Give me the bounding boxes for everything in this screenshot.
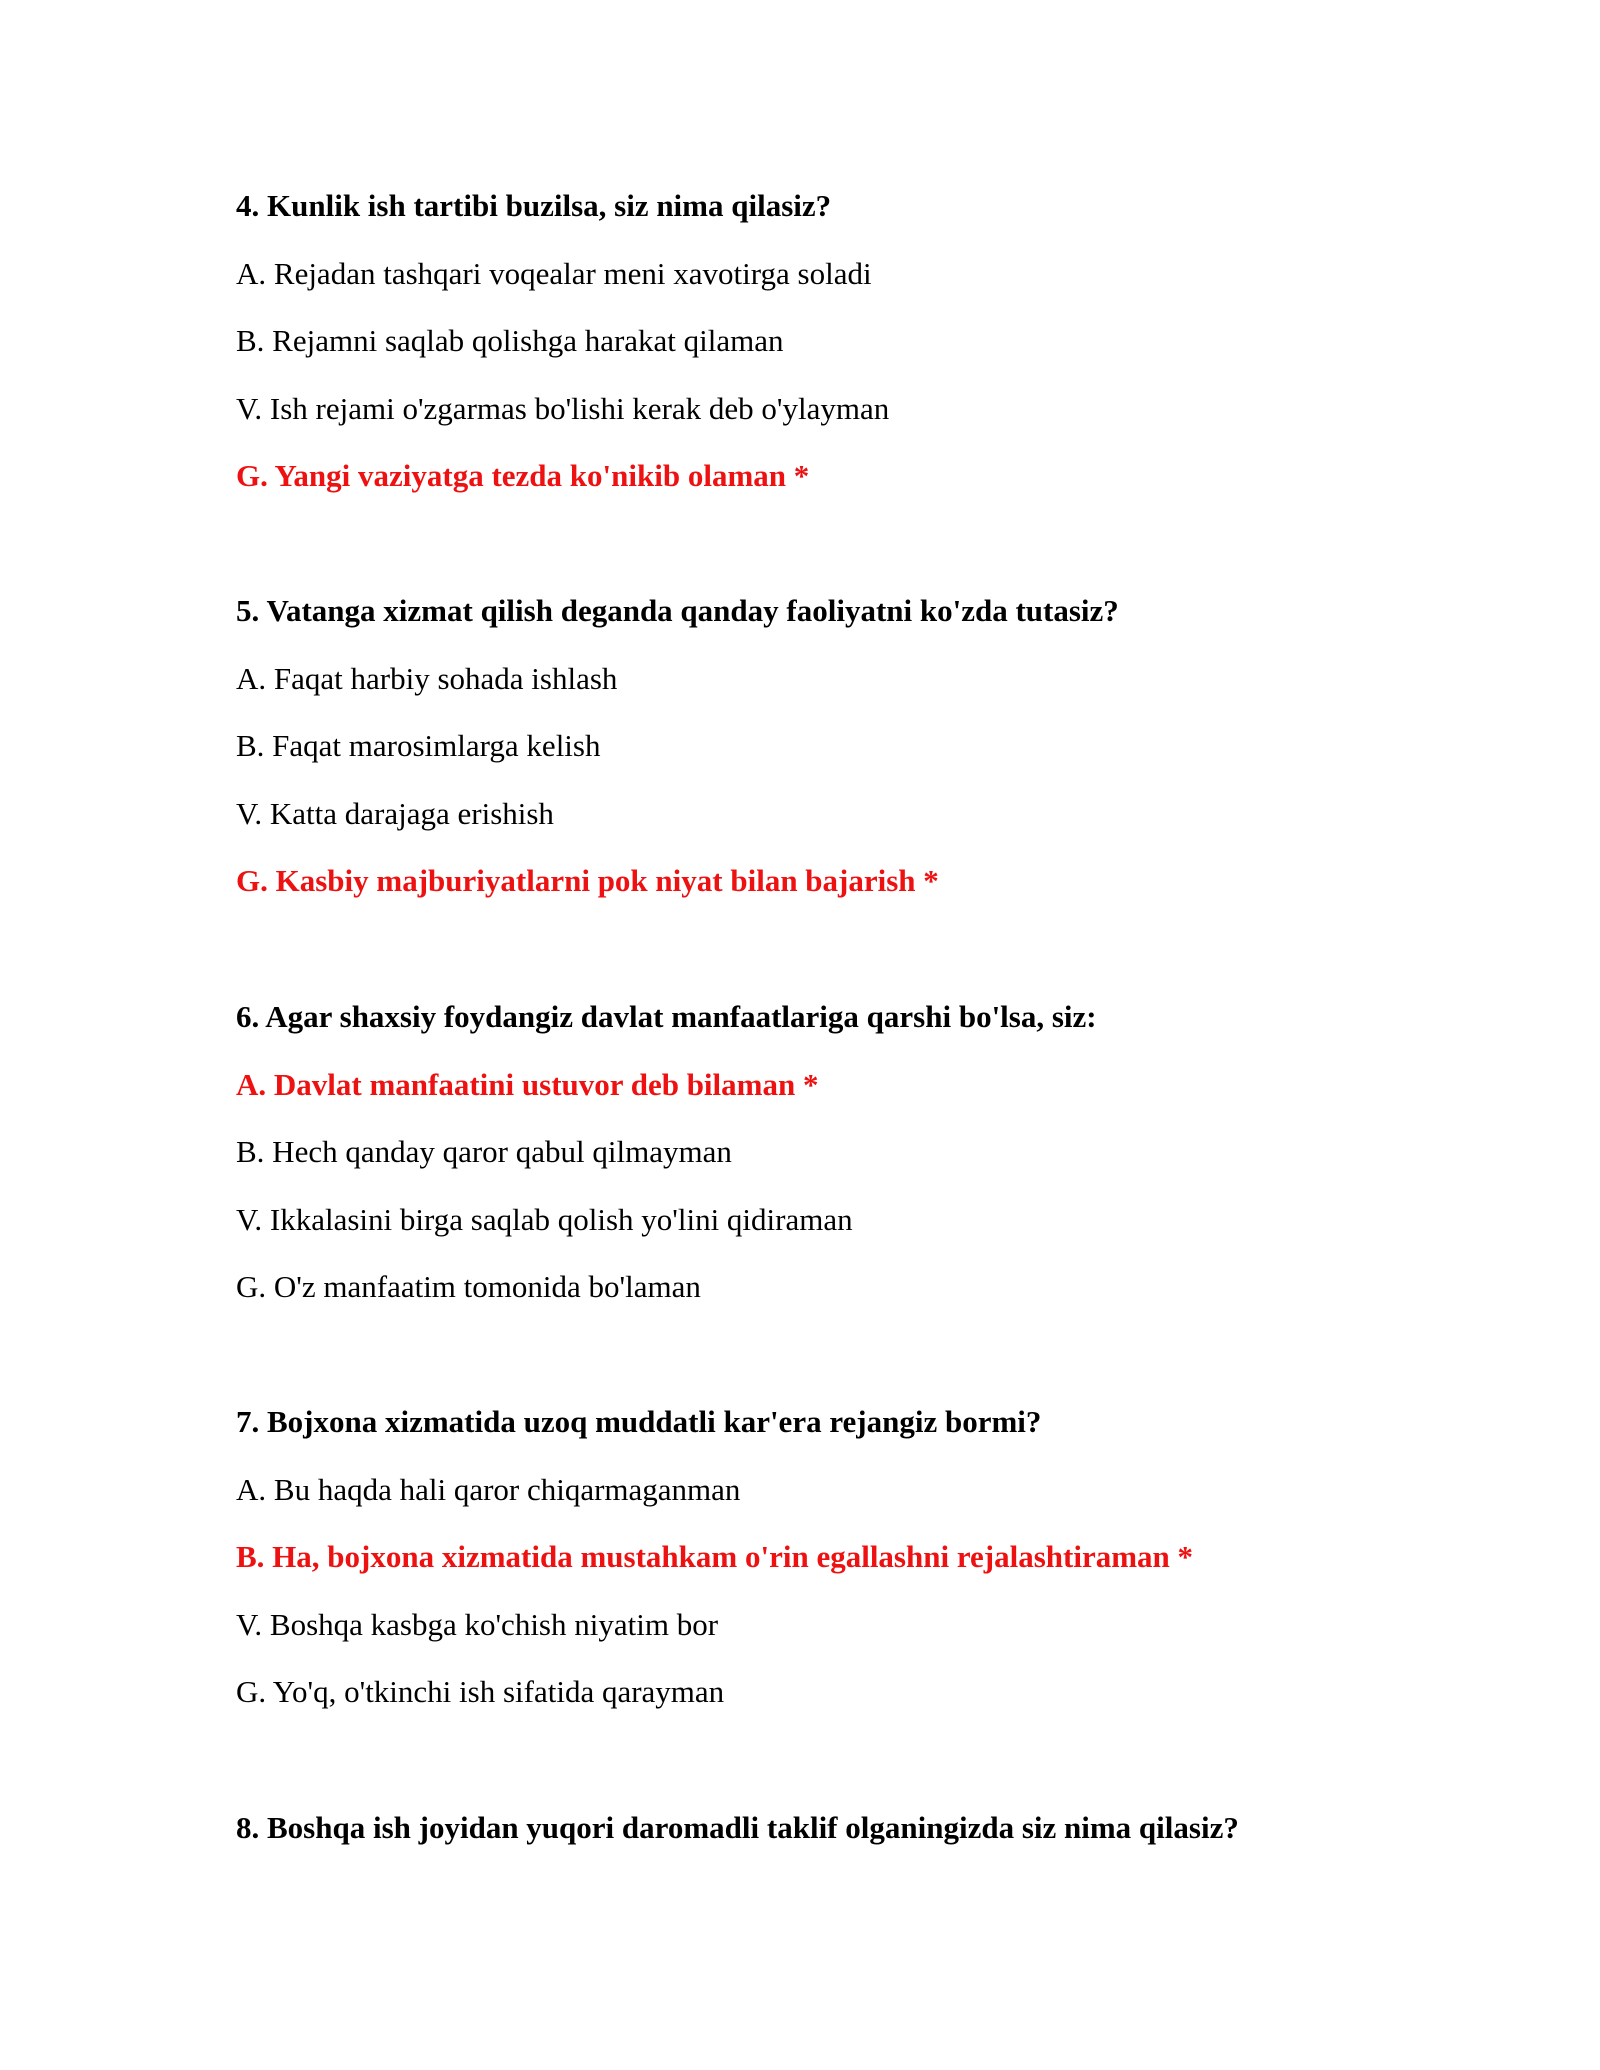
answer-option-v: V. Ish rejami o'zgarmas bo'lishi kerak deb o'ylayman (236, 391, 890, 426)
answer-option-g: G. O'z manfaatim tomonida bo'laman (236, 1269, 701, 1304)
answer-option-g-correct: G. Kasbiy majburiyatlarni pok niyat bilan bajarish * (236, 863, 939, 898)
answer-option-a: A. Rejadan tashqari voqealar meni xavotirga soladi (236, 256, 872, 291)
answer-option-b: B. Hech qanday qaror qabul qilmayman (236, 1134, 732, 1169)
answer-option-b: B. Rejamni saqlab qolishga harakat qilaman (236, 323, 784, 358)
question-text: 6. Agar shaxsiy foydangiz davlat manfaatlariga qarshi bo'lsa, siz: (236, 999, 1097, 1034)
answer-option-b: B. Faqat marosimlarga kelish (236, 728, 601, 763)
answer-option-v: V. Boshqa kasbga ko'chish niyatim bor (236, 1607, 719, 1642)
question-text: 5. Vatanga xizmat qilish deganda qanday faoliyatni ko'zda tutasiz? (236, 593, 1119, 628)
answer-option-a: A. Faqat harbiy sohada ishlash (236, 661, 618, 696)
question-text: 8. Boshqa ish joyidan yuqori daromadli taklif olganingizda siz nima qilasiz? (236, 1810, 1239, 1845)
answer-option-v: V. Ikkalasini birga saqlab qolish yo'lini qidiraman (236, 1202, 853, 1237)
answer-option-g-correct: G. Yangi vaziyatga tezda ko'nikib olaman * (236, 458, 810, 493)
question-text: 7. Bojxona xizmatida uzoq muddatli kar'era rejangiz bormi? (236, 1404, 1042, 1439)
answer-option-g: G. Yo'q, o'tkinchi ish sifatida qarayman (236, 1674, 725, 1709)
question-text: 4. Kunlik ish tartibi buzilsa, siz nima qilasiz? (236, 188, 832, 223)
answer-option-b-correct: B. Ha, bojxona xizmatida mustahkam o'rin egallashni rejalashtiraman * (236, 1539, 1194, 1574)
answer-option-a-correct: A. Davlat manfaatini ustuvor deb bilaman * (236, 1067, 819, 1102)
answer-option-a: A. Bu haqda hali qaror chiqarmaganman (236, 1472, 741, 1507)
answer-option-v: V. Katta darajaga erishish (236, 796, 554, 831)
